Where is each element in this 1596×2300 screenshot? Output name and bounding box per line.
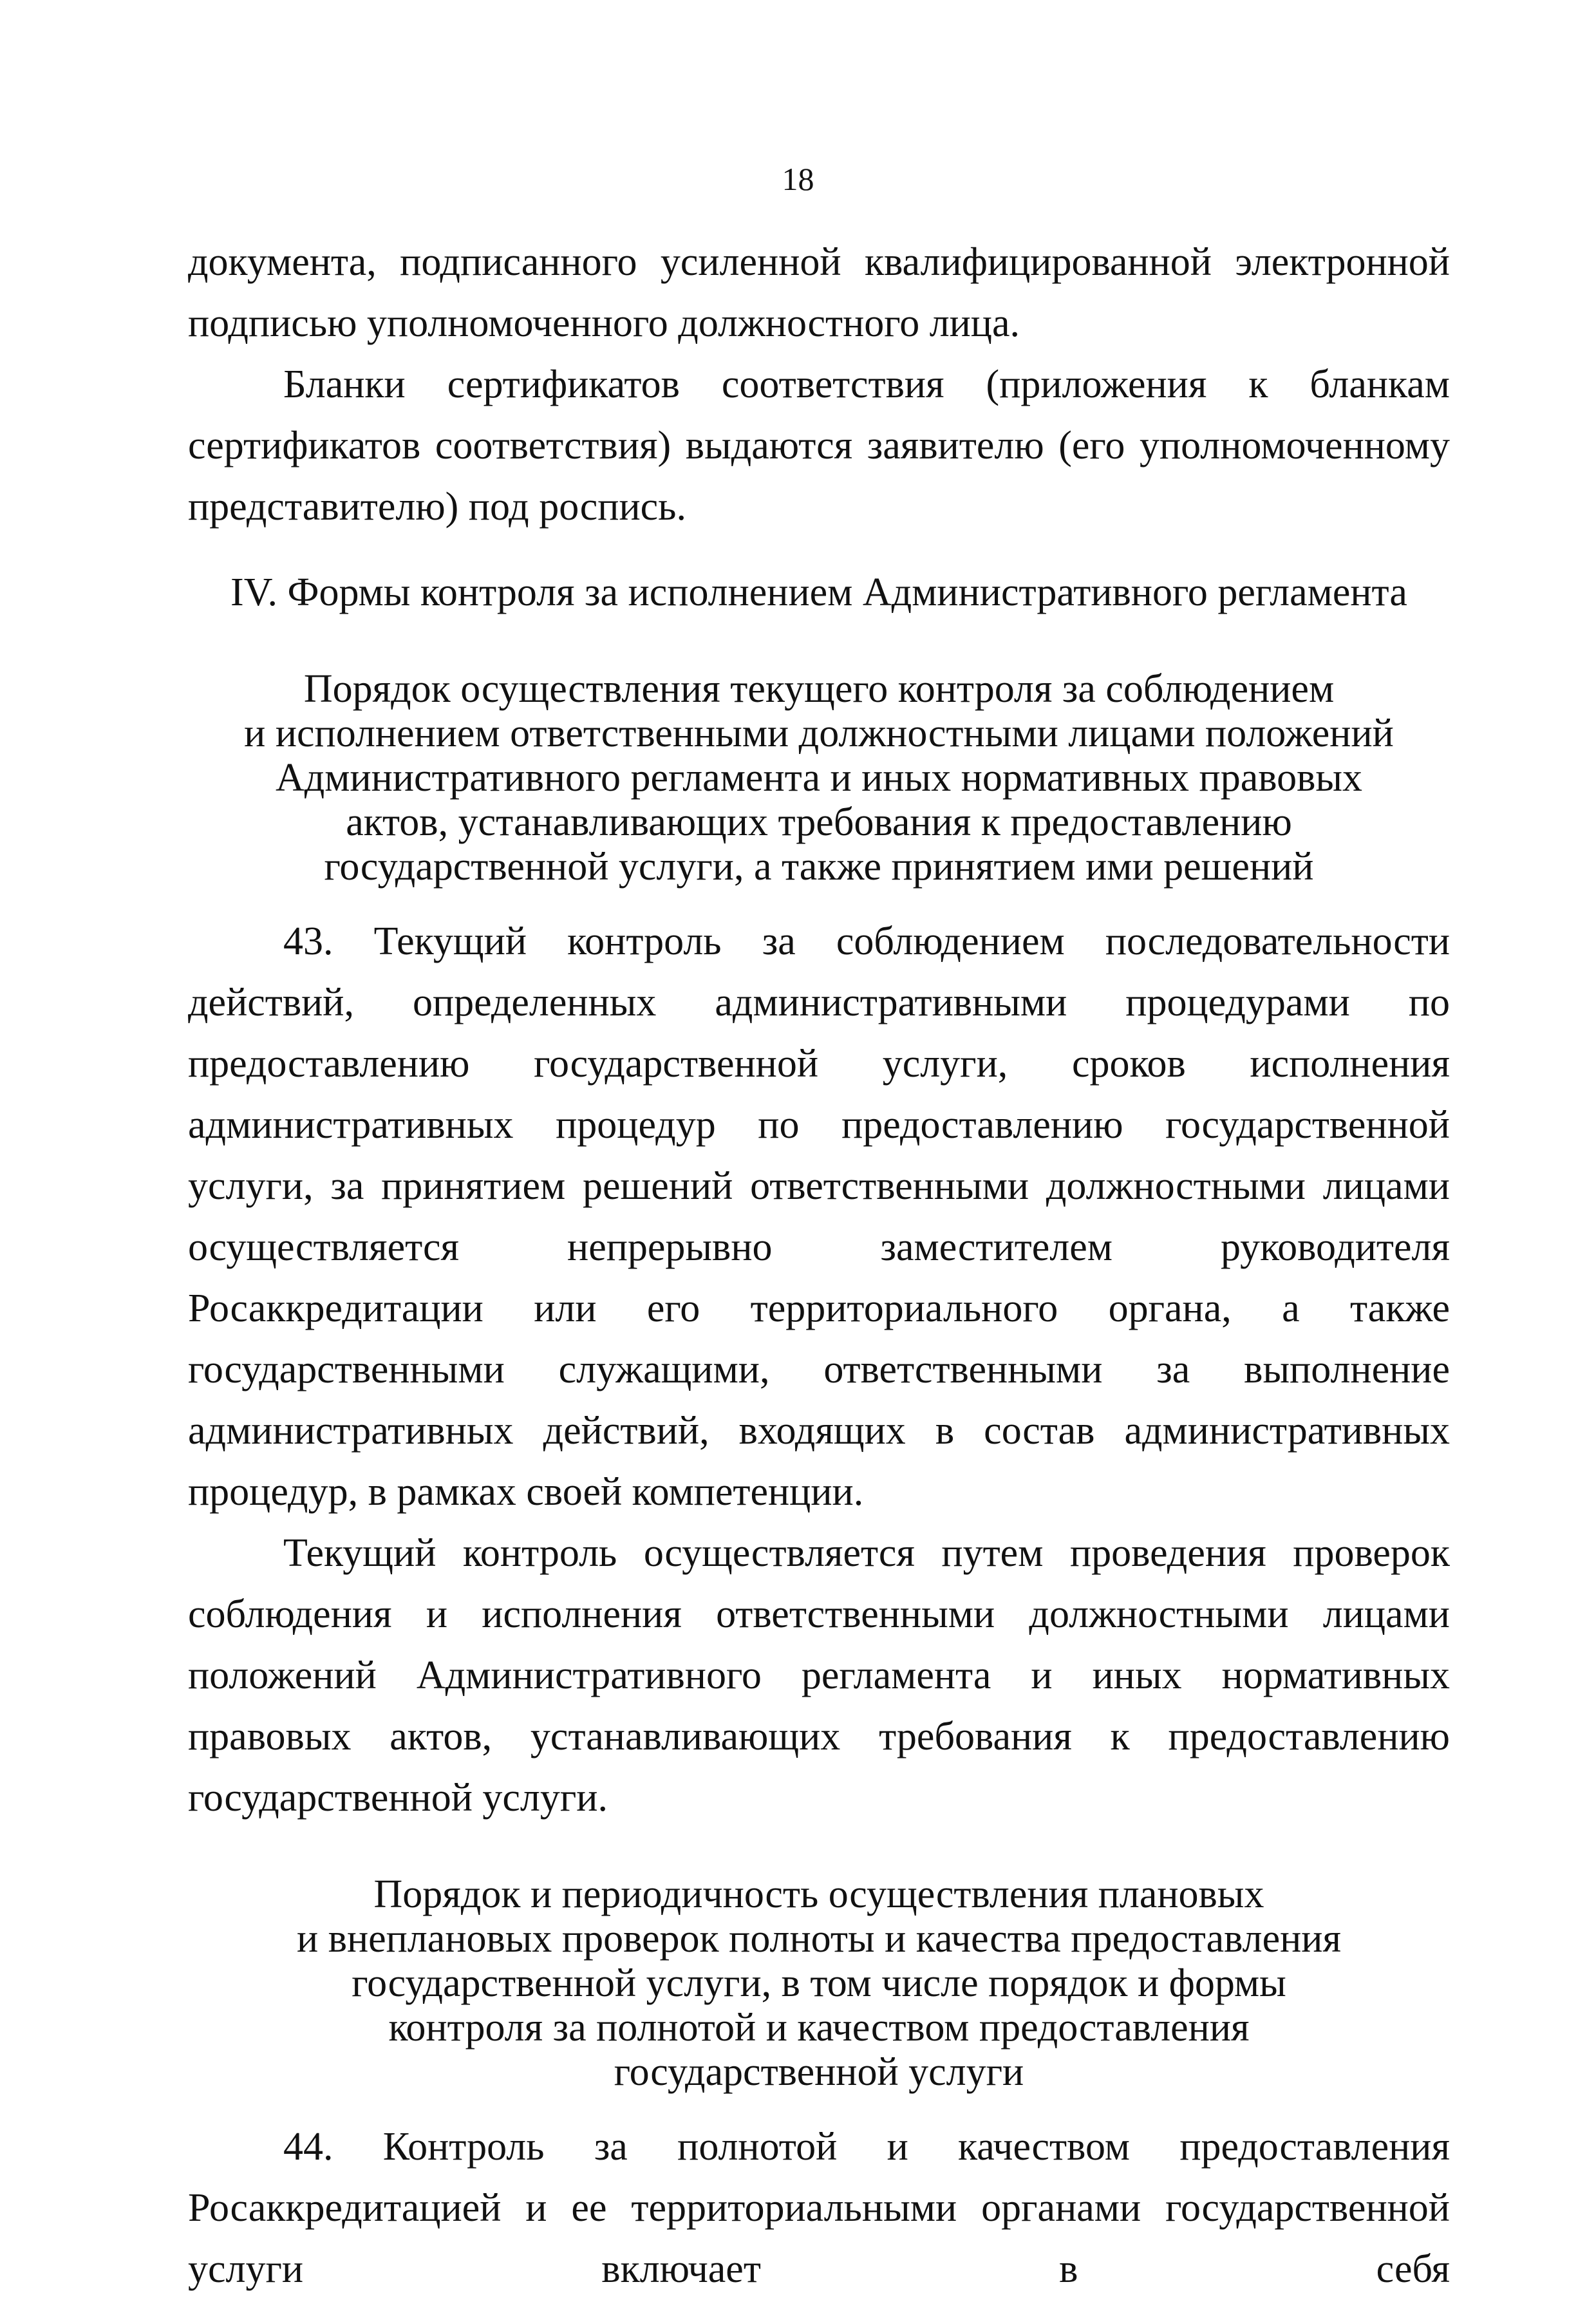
- subheading-line: государственной услуги, а также принятием ими решений: [324, 845, 1314, 889]
- paragraph-certificate-blanks: Бланки сертификатов соответствия (приложения к бланкам сертификатов соответствия) выдаются заявителю (его уполномоченному представителю) под роспись.: [188, 363, 1450, 529]
- subheading-line: актов, устанавливающих требования к предоставлению: [346, 800, 1292, 844]
- section-iv-title: IV. Формы контроля за исполнением Административного регламента: [230, 570, 1407, 614]
- subheading-line: и внеплановых проверок полноты и качества предоставления: [297, 1917, 1341, 1961]
- subheading-line: контроля за полнотой и качеством предоставления: [388, 2006, 1250, 2050]
- page-content: [188, 232, 1450, 2300]
- subheading-line: и исполнением ответственными должностными лицами положений: [244, 712, 1394, 755]
- paragraph-43: 43. Текущий контроль за соблюдением последовательности действий, определенных административными процедурами по предоставлению государственной услуги, сроков исполнения административных процедур по предоставлению государственной услуги, за принятием решений ответственными должностными лицами осуществляется непрерывно заместителем руководителя Росаккредитации или его территориального органа, а также государственными служащими, ответственными за выполнение административных действий, входящих в состав административных процедур, в рамках своей компетенции.: [188, 919, 1450, 1514]
- subheading-inspections: [188, 1872, 1450, 2095]
- subheading-line: государственной услуги, в том числе порядок и формы: [352, 1961, 1286, 2005]
- page-number: 18: [782, 161, 814, 197]
- subheading-line: Порядок осуществления текущего контроля за соблюдением: [303, 667, 1335, 711]
- subheading-line: Порядок и периодичность осуществления плановых: [373, 1872, 1264, 1916]
- paragraph-continuation: документа, подписанного усиленной квалифицированной электронной подписью уполномоченного должностного лица.: [188, 240, 1450, 345]
- subheading-line: Административного регламента и иных нормативных правовых: [275, 756, 1363, 800]
- paragraph-44: 44. Контроль за полнотой и качеством предоставления Росаккредитацией и ее территориальными органами государственной услуги включает в себя: [188, 2125, 1450, 2291]
- paragraph-current-control: Текущий контроль осуществляется путем проведения проверок соблюдения и исполнения ответственными должностными лицами положений Административного регламента и иных нормативных правовых актов, устанавливающих требования к предоставлению государственной услуги.: [188, 1531, 1450, 1820]
- subheading-current-control: [188, 667, 1450, 889]
- subheading-line: государственной услуги: [614, 2050, 1024, 2094]
